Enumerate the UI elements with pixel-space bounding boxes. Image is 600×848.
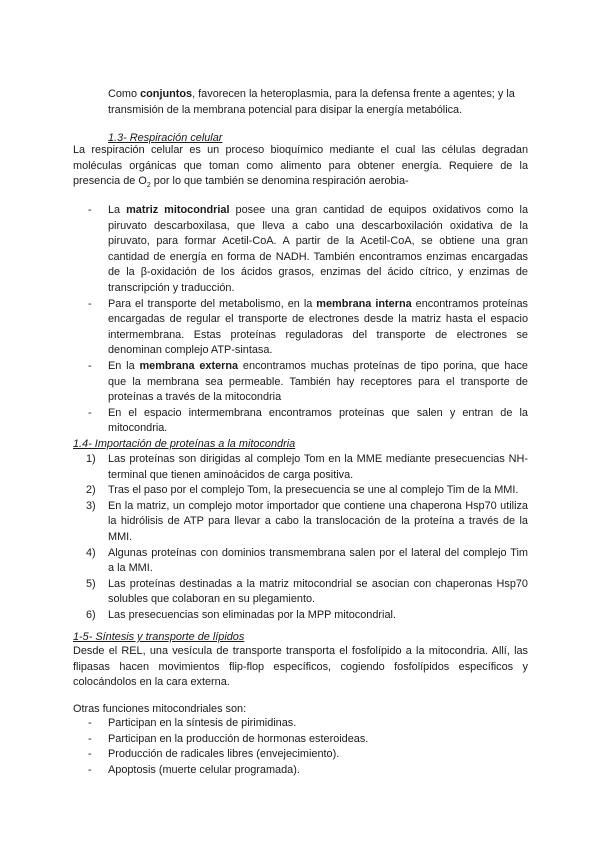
intro-text-rest: , favorecen la heteroplasmia, para la defensa frente a agentes; y la transmisión de la membrana potencial para disipar la energía metabólica. <box>108 88 515 116</box>
item-number: 6) <box>86 608 96 621</box>
lipidos-paragraph: Desde el REL, una vesícula de transporte transporta el fosfolípido a la mitocondria. Allí, las flipasas hacen movimientos flip-flop específicos, cogiendo fosfolípidos específicos y colocándolos en la cara externa. <box>73 645 528 689</box>
bullet-text-rest: posee una gran cantidad de equipos oxidativos como la piruvato descarboxilasa, que lleva a cabo una descarboxilación oxidativa de la piruvato, para formar Acetil-CoA. A partir de la Acetil-CoA, se obtiene una gran cantidad de energía en forma de NADH. También encontramos enzimas encargadas de la β-oxidación de los ácidos grasos, enzimas del ácido cítrico, y enzimas de transcripción y traducción. <box>108 204 529 294</box>
list-item <box>88 732 528 748</box>
item-number: 3) <box>86 499 96 512</box>
dash-marker: - <box>88 763 92 776</box>
dash-marker: - <box>88 406 92 419</box>
respiracion-text: La respiración celular es un proceso bioquímico mediante el cual las células degradan moléculas orgánicas que toman como alimento para obtener energía. Requiere de la presencia de O <box>73 144 528 188</box>
list-item <box>86 608 528 624</box>
item-number: 4) <box>86 546 96 559</box>
item-number: 2) <box>86 484 96 497</box>
item-text: Participan en la síntesis de pirimidinas. <box>108 717 297 729</box>
item-text: Tras el paso por el complejo Tom, la presecuencia se une al complejo Tim de la MMI. <box>108 484 519 497</box>
intro-paragraph <box>108 87 528 118</box>
item-text: Las presecuencias son eliminadas por la MPP mitocondrial. <box>108 608 396 621</box>
bullet-text-rest: encontramos proteínas encargadas de regular el transporte de electrones desde la matriz hasta el espacio intermembrana. Estas proteínas reguladoras del transporte de electrones se denominan complejo ATP-sintasa. <box>108 297 528 357</box>
section-heading-respiracion: 1.3- Respiración celular <box>108 132 223 144</box>
item-text: Apoptosis (muerte celular programada). <box>108 763 300 776</box>
bullet-text: La <box>108 204 127 216</box>
other-functions-title: Otras funciones mitocondriales son: <box>73 703 247 715</box>
dash-marker: - <box>88 748 92 761</box>
list-item <box>86 452 528 483</box>
dash-marker: - <box>88 359 92 372</box>
list-item <box>86 483 528 499</box>
respiracion-text-rest: por lo que también se denomina respiración aerobia- <box>150 175 409 188</box>
importacion-numbered-list <box>86 452 528 624</box>
item-number: 1) <box>86 453 96 465</box>
bullet-text: Para el transporte del metabolismo, en la <box>108 297 317 310</box>
dash-marker: - <box>88 204 92 216</box>
list-item <box>88 716 528 732</box>
list-item <box>88 297 528 359</box>
bullet-text: En el espacio intermembrana encontramos proteínas que salen y entran de la mitocondria. <box>108 406 528 435</box>
item-text: Algunas proteínas con dominios transmembrana salen por el lateral del complejo Tim a la MMI. <box>108 546 528 575</box>
bullet-text-rest: encontramos muchas proteínas de tipo porina, que hace que la membrana sea permeable. También hay receptores para el transporte de proteínas a través de la mitocondria <box>108 359 528 404</box>
item-text: Las proteínas destinadas a la matriz mitocondrial se asocian con chaperonas Hsp70 solubles que colaboran en su plegamiento. <box>108 577 528 606</box>
item-text: Producción de radicales libres (envejecimiento). <box>108 748 340 761</box>
respiracion-bullet-list <box>88 203 529 437</box>
bullet-bold-term: matriz mitocondrial <box>126 204 230 216</box>
list-item <box>88 203 529 297</box>
bullet-text: En la <box>108 359 140 372</box>
item-text: Las proteínas son dirigidas al complejo Tom en la MME mediante presecuencias NH-terminal que tienen aminoácidos de carga positiva. <box>108 453 528 481</box>
dash-marker: - <box>88 297 92 310</box>
oxygen-subscript: 2 <box>146 182 151 190</box>
dash-marker: - <box>88 717 92 729</box>
section-heading-lipidos: 1-5- Síntesis y transporte de lípidos <box>73 631 245 643</box>
item-text: Participan en la producción de hormonas esteroideas. <box>108 732 369 745</box>
item-number: 5) <box>86 577 96 590</box>
list-item <box>88 406 528 437</box>
intro-text: Como <box>108 88 141 100</box>
list-item <box>86 499 528 546</box>
bullet-bold-term: membrana externa <box>139 359 239 372</box>
bullet-bold-term: membrana interna <box>316 297 412 310</box>
respiracion-paragraph <box>73 143 528 190</box>
list-item <box>86 577 528 608</box>
dash-marker: - <box>88 732 92 745</box>
section-heading-importacion: 1.4- Importación de proteínas a la mitocondria <box>73 438 296 450</box>
list-item <box>88 763 528 779</box>
intro-bold-term: conjuntos <box>140 88 193 100</box>
list-item <box>88 747 528 763</box>
other-functions-list <box>88 716 528 778</box>
item-text: En la matriz, un complejo motor importador que contiene una chaperona Hsp70 utiliza la hidrólisis de ATP para llevar a cabo la translocación de la proteína a través de la MMI. <box>108 499 528 543</box>
list-item <box>86 546 528 577</box>
list-item <box>88 359 528 406</box>
